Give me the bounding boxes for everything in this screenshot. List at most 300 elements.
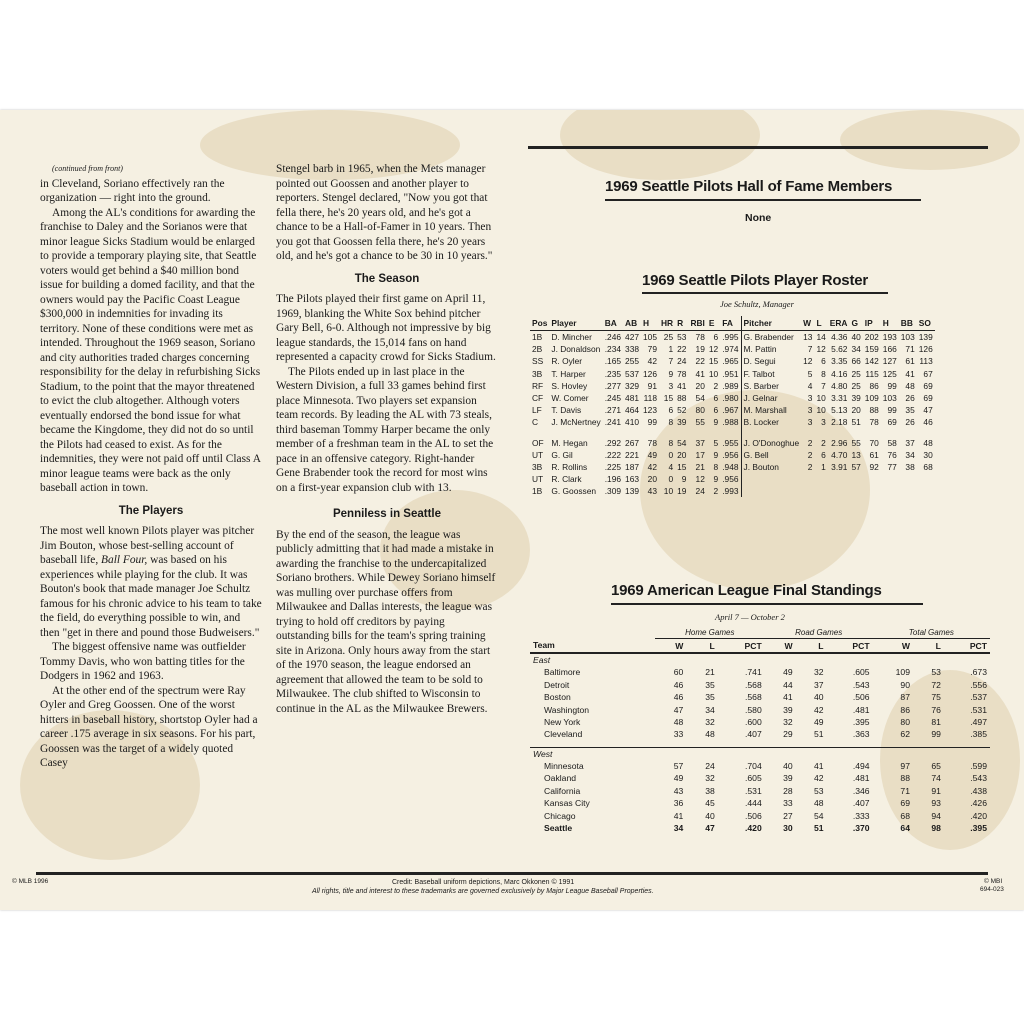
division-label-row bbox=[530, 747, 990, 760]
section-heading-players: The Players bbox=[118, 504, 184, 517]
roster-cell: 187 bbox=[625, 461, 640, 472]
standings-header-cell: W bbox=[655, 639, 686, 653]
roster-cell: 126 bbox=[918, 344, 933, 355]
standings-cell: 62 bbox=[900, 729, 910, 740]
standings-cell: .568 bbox=[745, 679, 762, 690]
standings-cell: 53 bbox=[931, 667, 941, 678]
standings-cell: 80 bbox=[900, 716, 910, 727]
middle-column bbox=[276, 162, 498, 716]
roster-cell: OF bbox=[532, 437, 544, 448]
roster-cell: 54 bbox=[677, 437, 687, 448]
paragraph: The biggest offensive name was outfielder Tommy Davis, who won batting titles for the Dodgers in 1962 and 1963. bbox=[40, 641, 246, 682]
roster-cell: 7 bbox=[807, 344, 813, 355]
standings-row bbox=[530, 822, 990, 834]
roster-cell: 21 bbox=[695, 461, 705, 472]
roster-cell: 1B bbox=[532, 486, 543, 497]
roster-cell: 2 bbox=[713, 486, 719, 497]
roster-cell: 68 bbox=[923, 461, 933, 472]
roster-cell: 49 bbox=[647, 449, 657, 460]
roster-cell: 410 bbox=[625, 417, 640, 428]
roster-cell: 88 bbox=[869, 405, 879, 416]
roster-cell: 3B bbox=[532, 368, 543, 379]
standings-cell: 41 bbox=[673, 810, 684, 821]
standings-row bbox=[530, 772, 990, 784]
roster-cell bbox=[849, 485, 862, 497]
roster-cell: 10 bbox=[816, 393, 826, 404]
roster-cell: 4.80 bbox=[831, 380, 848, 391]
roster-cell: 221 bbox=[625, 449, 640, 460]
standings-cell: .605 bbox=[852, 667, 870, 678]
roster-cell: G. Brabender bbox=[741, 331, 801, 344]
roster-header-cell: R bbox=[675, 316, 688, 331]
roster-cell: 4 bbox=[668, 461, 674, 472]
standings-cell: .537 bbox=[970, 692, 987, 703]
standings-cell: 21 bbox=[705, 667, 715, 678]
roster-cell: G. Gil bbox=[551, 449, 573, 460]
standings-cell: 74 bbox=[931, 773, 941, 784]
roster-cell: 6 bbox=[821, 449, 826, 460]
roster-cell: .235 bbox=[604, 368, 622, 379]
standings-header-cell: L bbox=[796, 639, 827, 653]
roster-row bbox=[530, 461, 935, 473]
left-column bbox=[40, 162, 262, 771]
footer-copyright-left: © MLB 1996 bbox=[12, 878, 49, 885]
standings-cell: .741 bbox=[745, 667, 762, 678]
standings-cell: 109 bbox=[895, 667, 910, 678]
roster-cell: J. O'Donoghue bbox=[741, 437, 801, 449]
roster-cell: 25 bbox=[851, 380, 861, 391]
standings-cell: 35 bbox=[705, 679, 715, 690]
roster-cell: 5.62 bbox=[831, 344, 848, 355]
roster-cell: 39 bbox=[677, 417, 687, 428]
roster-cell: .292 bbox=[604, 437, 622, 448]
roster-cell: 69 bbox=[923, 393, 933, 404]
roster-header-cell: AB bbox=[623, 316, 641, 331]
standings-cell: 34 bbox=[705, 704, 715, 715]
standings-cell: .395 bbox=[852, 716, 870, 727]
roster-cell: .967 bbox=[722, 405, 739, 416]
roster-cell: 105 bbox=[643, 332, 657, 343]
roster-cell bbox=[881, 473, 899, 485]
roster-cell: 1 bbox=[821, 461, 826, 472]
roster-cell: 9 bbox=[668, 368, 674, 379]
roster-cell bbox=[814, 485, 827, 497]
standings-group-label: Home Games bbox=[655, 626, 765, 639]
roster-cell: 193 bbox=[882, 332, 897, 343]
standings-cell: 69 bbox=[900, 798, 910, 809]
roster-cell: 24 bbox=[695, 486, 705, 497]
roster-cell: 7 bbox=[668, 356, 674, 367]
roster-cell: 2B bbox=[532, 344, 543, 355]
standings-cell: 49 bbox=[673, 773, 684, 784]
roster-cell: 127 bbox=[882, 356, 897, 367]
footer-rights: All rights, title and interest to these trademarks are governed exclusively by Major League Baseball Properties. bbox=[312, 888, 654, 895]
paragraph: The Pilots played their first game on April 11, 1969, blanking the White Sox behind pitcher Gary Bell, 6-0. Although not impressive by big league standards, the 15,014 fans on hand represented a capacity crowd for Sicks Stadium. bbox=[276, 293, 496, 363]
roster-cell: 3B bbox=[532, 461, 543, 472]
roster-cell: 12 bbox=[695, 474, 705, 485]
roster-cell: 78 bbox=[695, 332, 705, 343]
roster-cell: 41 bbox=[695, 368, 705, 379]
standings-cell: 47 bbox=[673, 704, 684, 715]
roster-cell: CF bbox=[532, 393, 544, 404]
roster-cell: 8 bbox=[821, 368, 826, 379]
standings-cell: 48 bbox=[705, 729, 715, 740]
roster-cell: D. Mincher bbox=[551, 332, 592, 343]
roster-cell: M. Hegan bbox=[551, 437, 588, 448]
standings-cell: Boston bbox=[544, 692, 571, 703]
continued-note: (continued from front) bbox=[52, 164, 123, 173]
standings-cell: Washington bbox=[544, 704, 590, 715]
standings-cell: .531 bbox=[745, 785, 762, 796]
roster-header-cell: E bbox=[707, 316, 720, 331]
standings-cell: .605 bbox=[745, 773, 762, 784]
roster-header-cell: SO bbox=[917, 316, 935, 331]
roster-cell: 25 bbox=[851, 368, 861, 379]
standings-cell: 60 bbox=[673, 667, 684, 678]
roster-cell bbox=[828, 473, 850, 485]
standings-cell: 41 bbox=[783, 692, 793, 703]
roster-cell: 13 bbox=[851, 449, 861, 460]
standings-cell: California bbox=[544, 785, 581, 796]
standings-cell: 46 bbox=[673, 692, 684, 703]
roster-cell: 5 bbox=[807, 368, 813, 379]
roster-cell: 58 bbox=[887, 437, 897, 448]
standings-cell: .370 bbox=[852, 823, 870, 834]
roster-header-cell: G bbox=[849, 316, 862, 331]
roster-cell: 4.36 bbox=[831, 332, 848, 343]
standings-row bbox=[530, 760, 990, 772]
standings-cell: .497 bbox=[970, 716, 987, 727]
roster-cell: 202 bbox=[864, 332, 879, 343]
roster-cell: 26 bbox=[905, 393, 915, 404]
standings-cell: 72 bbox=[931, 679, 941, 690]
standings-header-cell: PCT bbox=[944, 639, 990, 653]
standings-cell: .481 bbox=[852, 704, 870, 715]
roster-cell: .234 bbox=[604, 344, 622, 355]
roster-cell: .995 bbox=[722, 332, 739, 343]
standings-cell: 28 bbox=[783, 785, 793, 796]
paragraph: The Pilots ended up in last place in the Western Division, a full 33 games behind first place Minnesota. Two players set expansion team records. By leading the AL with 73 steals, third baseman Tommy Harper became the only member of a freshman team in the AL to set the pace in an offensive category. Right-hander Gene Brabender took the record for most wins on a first-year expansion club with 13. bbox=[276, 365, 494, 494]
roster-cell: 2 bbox=[807, 437, 813, 448]
hof-value: None bbox=[745, 212, 772, 224]
roster-cell: 115 bbox=[865, 368, 879, 379]
roster-cell: M. Marshall bbox=[741, 404, 801, 416]
standings-cell: Seattle bbox=[544, 823, 573, 834]
top-rule bbox=[528, 146, 988, 149]
standings-cell: 32 bbox=[783, 716, 793, 727]
roster-cell: 54 bbox=[695, 393, 705, 404]
roster-header-cell: H bbox=[641, 316, 659, 331]
roster-manager: Joe Schultz, Manager bbox=[720, 299, 794, 309]
roster-cell: 126 bbox=[643, 368, 657, 379]
roster-cell: F. Talbot bbox=[741, 368, 801, 380]
standings-row bbox=[530, 666, 990, 678]
roster-row bbox=[530, 355, 935, 367]
standings-cell: .363 bbox=[852, 729, 870, 740]
roster-cell: 9 bbox=[713, 449, 719, 460]
roster-cell: 6 bbox=[713, 405, 719, 416]
standings-cell: 24 bbox=[705, 761, 715, 772]
standings-header-cell: L bbox=[686, 639, 717, 653]
standings-cell: 57 bbox=[673, 761, 684, 772]
roster-cell: 78 bbox=[869, 417, 879, 428]
roster-row bbox=[530, 485, 935, 497]
roster-cell: 71 bbox=[905, 344, 915, 355]
roster-cell: S. Hovley bbox=[551, 380, 588, 391]
standings-cell: 47 bbox=[705, 823, 715, 834]
roster-cell bbox=[741, 485, 801, 497]
roster-cell: 99 bbox=[887, 380, 897, 391]
standings-cell: 29 bbox=[783, 729, 793, 740]
standings-row bbox=[530, 679, 990, 691]
standings-row bbox=[530, 785, 990, 797]
standings-cell: 39 bbox=[783, 704, 793, 715]
roster-cell: 103 bbox=[900, 332, 915, 343]
roster-header-cell: Pitcher bbox=[741, 316, 801, 331]
roster-cell: 37 bbox=[905, 437, 915, 448]
standings-cell: 32 bbox=[705, 716, 715, 727]
roster-cell: 53 bbox=[677, 332, 687, 343]
roster-cell: 12 bbox=[803, 356, 813, 367]
roster-cell: 2 bbox=[807, 449, 813, 460]
roster-cell: 76 bbox=[887, 449, 897, 460]
roster-cell: 47 bbox=[923, 405, 933, 416]
standings-cell: .494 bbox=[852, 761, 870, 772]
roster-cell bbox=[863, 485, 881, 497]
standings-cell: 33 bbox=[673, 729, 684, 740]
standings-cell: .444 bbox=[745, 798, 762, 809]
standings-header-cell: PCT bbox=[827, 639, 873, 653]
roster-cell: 42 bbox=[647, 356, 657, 367]
roster-cell: 12 bbox=[708, 344, 719, 355]
roster-cell bbox=[863, 473, 881, 485]
roster-cell: 48 bbox=[905, 380, 915, 391]
standings-cell: 81 bbox=[931, 716, 941, 727]
standings-cell: 98 bbox=[931, 823, 941, 834]
roster-cell: 15 bbox=[663, 393, 674, 404]
standings-cell: 93 bbox=[931, 798, 941, 809]
roster-cell: UT bbox=[532, 449, 544, 460]
roster-cell: 67 bbox=[923, 368, 933, 379]
roster-cell: .956 bbox=[722, 474, 739, 485]
roster-cell: 92 bbox=[869, 461, 879, 472]
roster-cell: J. Bouton bbox=[741, 461, 801, 473]
roster-cell: 80 bbox=[695, 405, 705, 416]
roster-cell: R. Clark bbox=[551, 474, 582, 485]
roster-cell: 17 bbox=[695, 449, 705, 460]
standings-row bbox=[530, 797, 990, 809]
standings-cell: .704 bbox=[745, 761, 762, 772]
roster-cell bbox=[881, 485, 899, 497]
standings-row bbox=[530, 691, 990, 703]
roster-cell: 37 bbox=[695, 437, 705, 448]
roster-cell: .245 bbox=[604, 393, 622, 404]
roster-cell: 4.16 bbox=[831, 368, 848, 379]
roster-header-cell: FA bbox=[720, 316, 741, 331]
roster-cell: R. Rollins bbox=[551, 461, 588, 472]
standings-cell: 42 bbox=[813, 704, 824, 715]
paragraph: in Cleveland, Soriano effectively ran the organization — right into the ground. bbox=[40, 177, 225, 204]
standings-cell: .407 bbox=[852, 798, 870, 809]
standings-cell: 37 bbox=[813, 679, 824, 690]
roster-cell: .165 bbox=[604, 356, 622, 367]
standings-cell: 54 bbox=[813, 810, 824, 821]
roster-cell: 2 bbox=[807, 461, 813, 472]
roster-cell: 3.35 bbox=[831, 356, 848, 367]
roster-cell: 6 bbox=[668, 405, 674, 416]
roster-title: 1969 Seattle Pilots Player Roster bbox=[642, 272, 869, 289]
standings-cell: .556 bbox=[970, 679, 987, 690]
roster-cell: 55 bbox=[851, 437, 861, 448]
roster-cell: S. Barber bbox=[741, 380, 801, 392]
roster-cell: 267 bbox=[625, 437, 640, 448]
standings-cell: 32 bbox=[705, 773, 715, 784]
roster-row bbox=[530, 449, 935, 461]
standings-cell: 91 bbox=[931, 785, 941, 796]
roster-cell: .309 bbox=[604, 486, 622, 497]
standings-cell: 35 bbox=[705, 692, 715, 703]
standings-cell: Cleveland bbox=[544, 729, 583, 740]
standings-cell: .673 bbox=[970, 667, 987, 678]
standings-cell: 53 bbox=[813, 785, 824, 796]
standings-cell: 87 bbox=[900, 692, 910, 703]
roster-cell: 61 bbox=[869, 449, 879, 460]
roster-cell: 61 bbox=[905, 356, 915, 367]
roster-row bbox=[530, 437, 935, 449]
section-heading-season: The Season bbox=[354, 272, 420, 285]
roster-cell: 464 bbox=[625, 405, 640, 416]
standings-cell: .600 bbox=[745, 716, 762, 727]
roster-cell: 34 bbox=[851, 344, 861, 355]
roster-cell: G. Bell bbox=[741, 449, 801, 461]
roster-cell: 9 bbox=[713, 474, 719, 485]
roster-cell: 88 bbox=[677, 393, 687, 404]
roster-header-cell: W bbox=[801, 316, 814, 331]
roster-cell: J. Gelnar bbox=[741, 392, 801, 404]
standings-cell: .599 bbox=[970, 761, 987, 772]
roster-cell: 41 bbox=[905, 368, 915, 379]
roster-cell: .988 bbox=[722, 417, 739, 428]
roster-cell: 163 bbox=[625, 474, 640, 485]
roster-cell: 25 bbox=[663, 332, 674, 343]
roster-row bbox=[530, 331, 935, 344]
standings-cell: .395 bbox=[970, 823, 987, 834]
roster-cell: 427 bbox=[625, 332, 640, 343]
roster-cell: 10 bbox=[816, 405, 826, 416]
standings-cell: 76 bbox=[931, 704, 941, 715]
roster-cell: .980 bbox=[722, 393, 739, 404]
roster-cell: 166 bbox=[882, 344, 897, 355]
standings-cell: Detroit bbox=[544, 679, 570, 690]
paragraph: Among the AL's conditions for awarding the franchise to Daley and the Sorianos were that minor league Sicks Stadium would be enlarged to provide a temporary playing site, that Seattle voters would get behind a $40 million bond issue for building a domed facility, and that the owners would pay the Pacific Coast League $300,000 in indemnities for invading its territory. None of these conditions were met as intended. Throughout the 1969 season, Soriano and city authorities traded charges concerning responsibility for the delay in refurbishing Sicks Stadium, to the point that the mayor threatened to evict the club altogether. Although voters eventually endorsed the bond issue for what became the Kingdome, they did not do so until the Pilots had ceased to exist. As for the indemnities, they were not paid off until Class A minor league teams were back as the only baseball action in town. bbox=[40, 206, 261, 494]
roster-cell bbox=[899, 485, 917, 497]
standings-cell: .385 bbox=[970, 729, 987, 740]
roster-cell: 20 bbox=[695, 380, 705, 391]
roster-cell: T. Davis bbox=[551, 405, 582, 416]
standings-cell: 75 bbox=[931, 692, 941, 703]
roster-cell bbox=[801, 473, 814, 485]
standings-row bbox=[530, 716, 990, 728]
standings-cell: .543 bbox=[852, 679, 870, 690]
document-sheet bbox=[0, 110, 1024, 910]
roster-cell: 13 bbox=[803, 332, 813, 343]
roster-cell: 9 bbox=[713, 417, 719, 428]
roster-header-cell: L bbox=[814, 316, 827, 331]
standings-header-cell: PCT bbox=[718, 639, 765, 653]
roster-cell: 8 bbox=[668, 417, 674, 428]
standings-cell: 40 bbox=[705, 810, 715, 821]
standings-cell: Kansas City bbox=[544, 798, 590, 809]
standings-cell: 99 bbox=[931, 729, 941, 740]
standings-cell: .506 bbox=[745, 810, 762, 821]
roster-cell: 6 bbox=[713, 393, 719, 404]
roster-cell: .955 bbox=[722, 437, 739, 448]
paragraph: Stengel barb in 1965, when the Mets manager pointed out Goossen and another player to reporters. Stengel declared, "Now you got that fella there, he's 20 years old, and he's got a chance to be a Hall-of-Famer in 10 years. Then you got that Goossen fella there, he's 20 years old, and he's got a chance to be 30 in 10 years." bbox=[276, 163, 493, 262]
paragraph: By the end of the season, the league was publicly admitting that it had made a mistake in awarding the franchise to the undercapitalized Soriano brothers. While Dewey Soriano himself was mulling over purchase offers from Milwaukee and Dallas interests, the league was trying to hold off creditors by paying outstanding bills for the team's spring training site in Arizona. Only hours away from the start of the 1970 season, the league endorsed an agreement that allowed the team to be sold to Milwaukee. The club shifted to Wisconsin to continue in the AL as the Milwaukee Brewers. bbox=[276, 528, 496, 715]
roster-cell bbox=[917, 485, 935, 497]
roster-cell: LF bbox=[532, 405, 542, 416]
standings-cell: .346 bbox=[852, 785, 870, 796]
roster-cell: B. Locker bbox=[741, 416, 801, 428]
roster-cell: 15 bbox=[677, 461, 687, 472]
roster-cell: 8 bbox=[668, 437, 674, 448]
standings-cell: Oakland bbox=[544, 773, 577, 784]
standings-cell: Chicago bbox=[544, 810, 576, 821]
roster-cell: 4.70 bbox=[831, 449, 848, 460]
roster-cell: J. McNertney bbox=[551, 417, 601, 428]
roster-cell: 9 bbox=[681, 474, 687, 485]
roster-header-cell: Pos bbox=[530, 316, 549, 331]
roster-cell: 159 bbox=[864, 344, 879, 355]
roster-cell: D. Segui bbox=[741, 355, 801, 367]
standings-cell: .426 bbox=[970, 798, 987, 809]
roster-cell: .993 bbox=[722, 486, 739, 497]
roster-cell: UT bbox=[532, 474, 544, 485]
standings-row bbox=[530, 809, 990, 821]
standings-cell: 48 bbox=[813, 798, 824, 809]
standings-group-label: Total Games bbox=[873, 626, 990, 639]
roster-cell: T. Harper bbox=[551, 368, 586, 379]
standings-cell: 65 bbox=[931, 761, 941, 772]
roster-cell: 77 bbox=[887, 461, 897, 472]
roster-cell: G. Goossen bbox=[551, 486, 597, 497]
roster-row bbox=[530, 473, 935, 485]
roster-cell: .951 bbox=[722, 368, 739, 379]
roster-cell: 3.31 bbox=[831, 393, 848, 404]
roster-cell: 52 bbox=[677, 405, 687, 416]
standings-cell: 43 bbox=[673, 785, 684, 796]
standings-table bbox=[530, 626, 990, 834]
standings-cell: 90 bbox=[900, 679, 910, 690]
roster-cell bbox=[828, 485, 850, 497]
roster-header-cell: RBI bbox=[688, 316, 706, 331]
standings-cell: .506 bbox=[852, 692, 870, 703]
standings-cell: 27 bbox=[783, 810, 793, 821]
roster-cell: 70 bbox=[869, 437, 879, 448]
roster-cell: 6 bbox=[713, 332, 719, 343]
roster-cell: 20 bbox=[647, 474, 657, 485]
hof-title: 1969 Seattle Pilots Hall of Fame Members bbox=[605, 178, 893, 195]
roster-cell: R. Oyler bbox=[551, 356, 583, 367]
roster-cell: 10 bbox=[663, 486, 674, 497]
roster-cell: 2 bbox=[713, 380, 719, 391]
standings-dates: April 7 — October 2 bbox=[715, 612, 785, 622]
roster-cell: 329 bbox=[625, 380, 640, 391]
roster-cell: 10 bbox=[708, 368, 719, 379]
roster-cell: 1 bbox=[668, 344, 674, 355]
roster-cell: .948 bbox=[722, 461, 739, 472]
standings-cell: 40 bbox=[783, 761, 793, 772]
